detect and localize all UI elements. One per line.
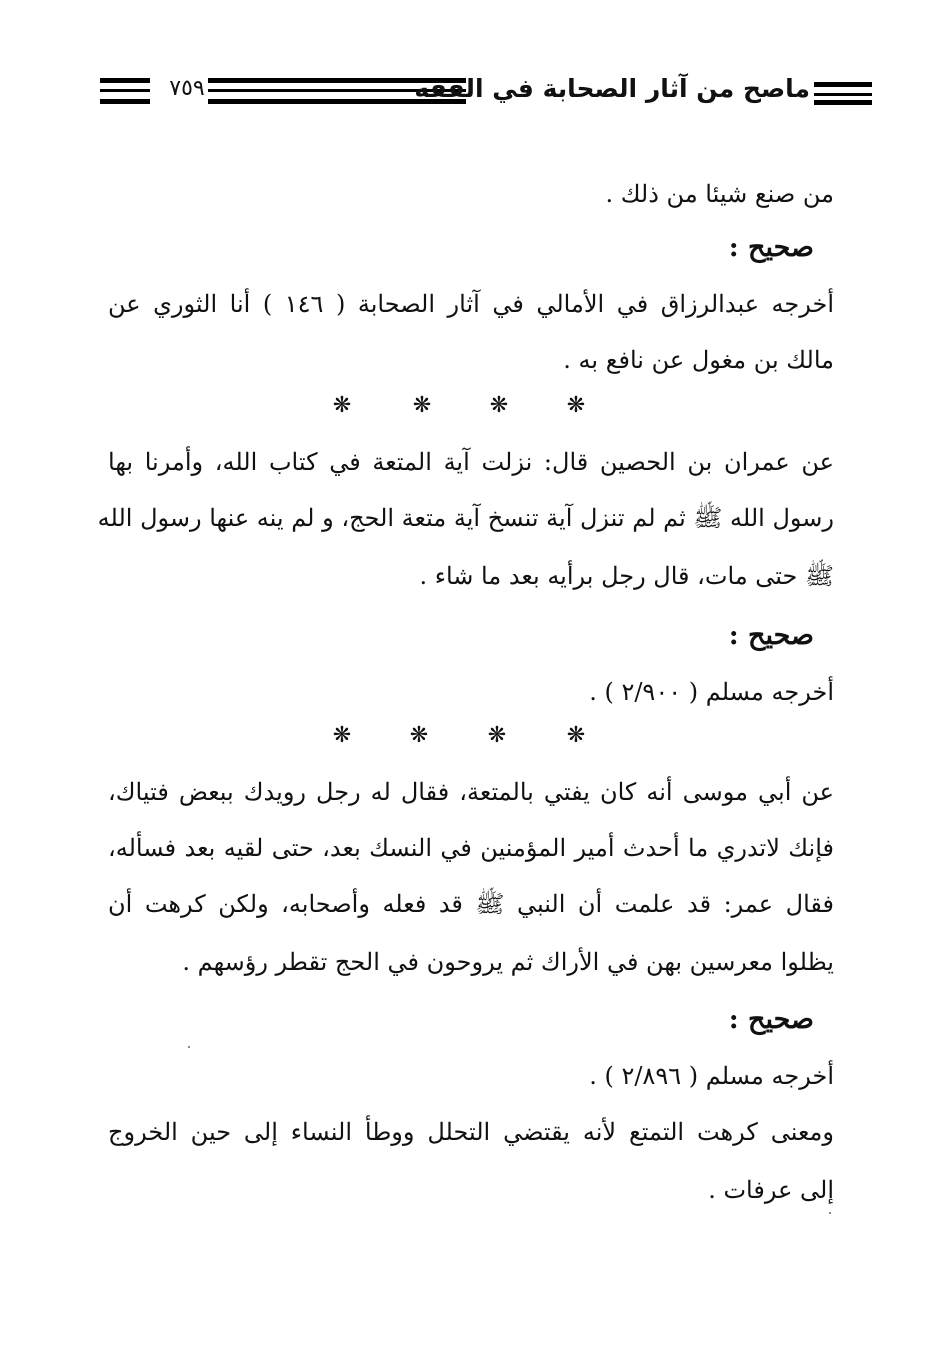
text-line: فإنك لاتدري ما أحدث أمير المؤمنين في النسك بعد، حتى لقيه بعد فسأله، bbox=[108, 834, 834, 862]
text-line: أخرجه مسلم ( ٢/٨٩٦ ) . bbox=[589, 1062, 834, 1090]
separator-star-icon: ❋ bbox=[489, 393, 509, 418]
text-line: ومعنى كرهت التمتع لأنه يقتضي التحلل ووطأ النساء إلى حين الخروج bbox=[108, 1118, 834, 1146]
header-title: ماصح من آثار الصحابة في الفقه bbox=[414, 74, 810, 103]
scan-speck bbox=[829, 1212, 831, 1214]
text-line: ﷺ حتى مات، قال رجل برأيه بعد ما شاء . bbox=[419, 562, 834, 590]
text-line: مالك بن مغول عن نافع به . bbox=[563, 346, 834, 374]
grading-heading: صحيح : bbox=[728, 620, 814, 651]
scan-speck bbox=[188, 1046, 190, 1048]
grading-heading: صحيح : bbox=[728, 1004, 814, 1035]
header-rule bbox=[100, 78, 150, 83]
text-line: عن عمران بن الحصين قال: نزلت آية المتعة في كتاب الله، وأمرنا بها bbox=[108, 448, 834, 476]
section-separator bbox=[0, 392, 944, 422]
header-rule bbox=[814, 82, 872, 87]
header-rule bbox=[100, 99, 150, 104]
text-line: يظلوا معرسين بهن في الأراك ثم يروحون في الحج تقطر رؤسهم . bbox=[182, 948, 834, 976]
running-header bbox=[100, 68, 872, 114]
text-line: عن أبي موسى أنه كان يفتي بالمتعة، فقال له رجل رويدك ببعض فتياك، bbox=[108, 778, 834, 806]
text-line: فقال عمر: قد علمت أن النبي ﷺ قد فعله وأصحابه، ولكن كرهت أن bbox=[108, 890, 834, 918]
separator-star-icon: ❋ bbox=[409, 723, 429, 748]
separator-star-icon: ❋ bbox=[412, 393, 432, 418]
text-line: من صنع شيئا من ذلك . bbox=[605, 180, 834, 208]
separator-star-icon: ❋ bbox=[566, 393, 586, 418]
header-rule bbox=[814, 100, 872, 105]
header-rule bbox=[100, 89, 150, 92]
section-separator bbox=[0, 722, 944, 752]
separator-star-icon: ❋ bbox=[566, 723, 586, 748]
separator-star-icon: ❋ bbox=[332, 393, 352, 418]
grading-heading: صحيح : bbox=[728, 232, 814, 263]
header-rule bbox=[814, 93, 872, 96]
separator-star-icon: ❋ bbox=[332, 723, 352, 748]
separator-star-icon: ❋ bbox=[487, 723, 507, 748]
text-line: أخرجه عبدالرزاق في الأمالي في آثار الصحابة ( ١٤٦ ) أنا الثوري عن bbox=[108, 290, 835, 318]
text-line: أخرجه مسلم ( ٢/٩٠٠ ) . bbox=[589, 678, 834, 706]
page-number: ٧٥٩ bbox=[169, 76, 205, 101]
text-line: إلى عرفات . bbox=[708, 1176, 834, 1204]
text-line: رسول الله ﷺ ثم لم تنزل آية تنسخ آية متعة الحج، و لم ينه عنها رسول الله bbox=[97, 504, 834, 532]
